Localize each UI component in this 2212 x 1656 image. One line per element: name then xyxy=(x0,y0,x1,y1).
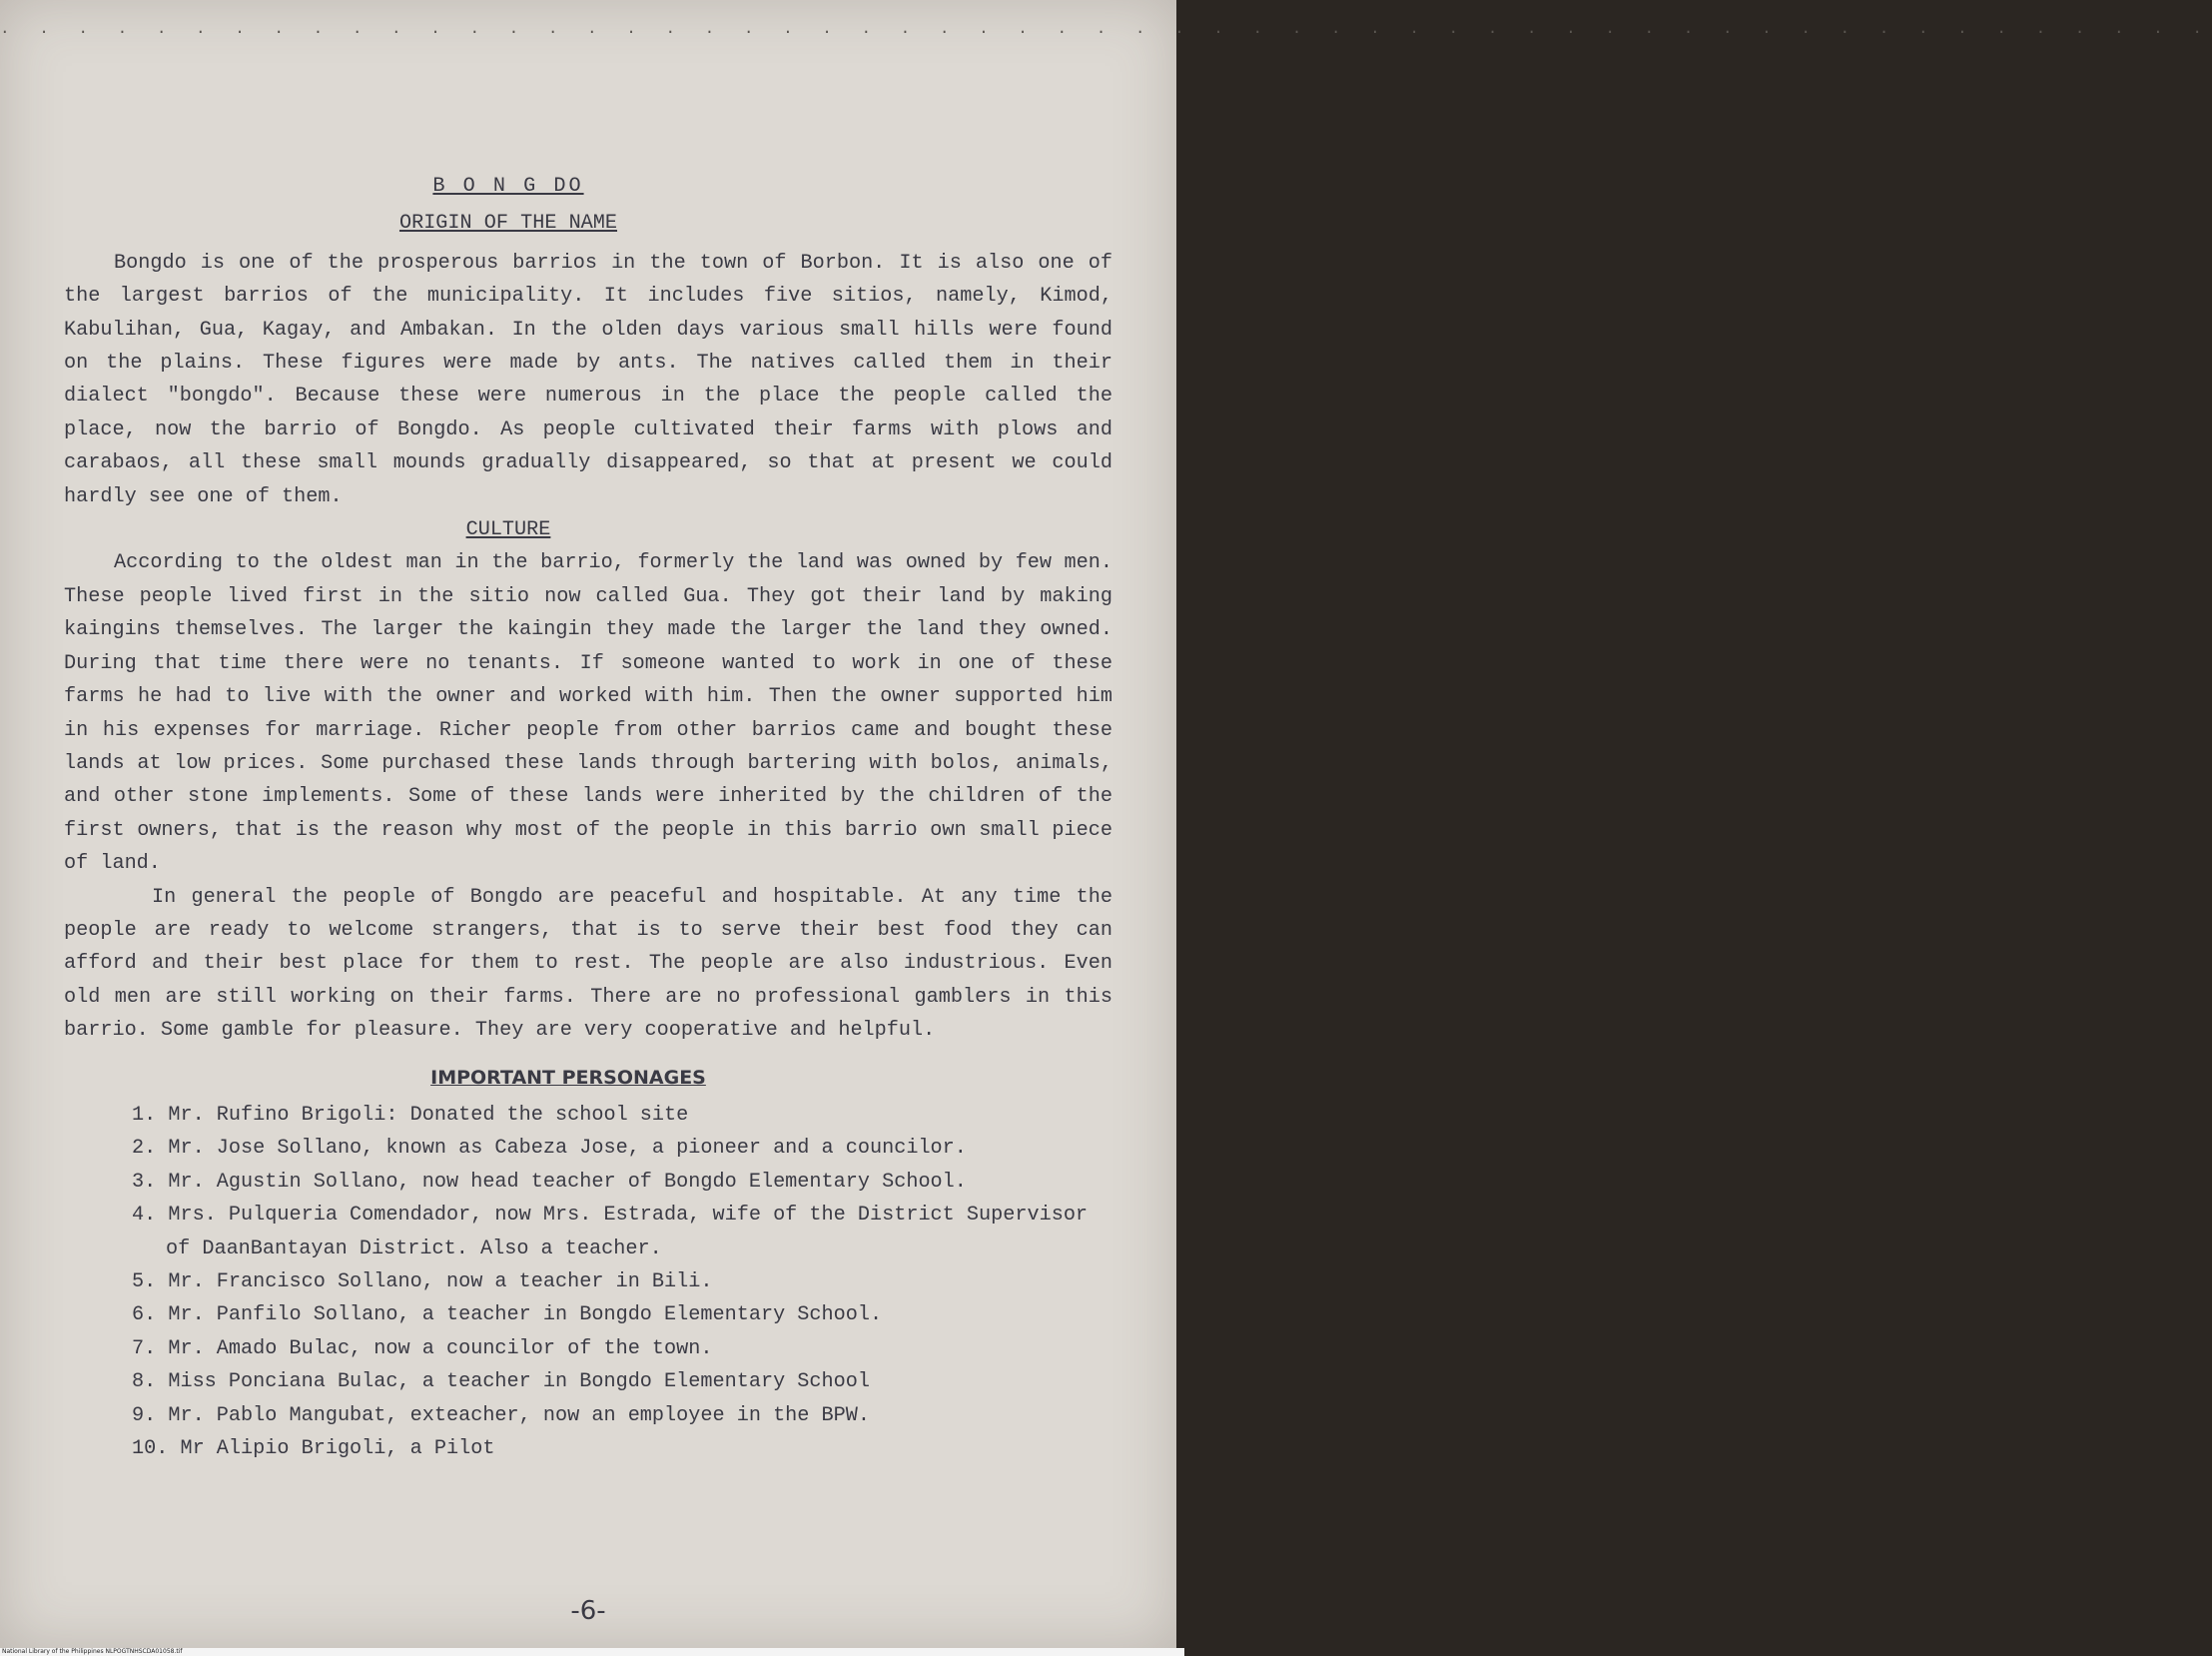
page-number: -6- xyxy=(570,1596,606,1626)
origin-heading: ORIGIN OF THE NAME xyxy=(398,212,618,236)
list-item: 5. Mr. Francisco Sollano, now a teacher in Bili. xyxy=(132,1270,713,1293)
document-body xyxy=(64,150,1112,1465)
list-item: 6. Mr. Panfilo Sollano, a teacher in Bongdo Elementary School. xyxy=(132,1303,883,1327)
list-item: 3. Mr. Agustin Sollano, now head teacher of Bongdo Elementary School. xyxy=(132,1170,967,1194)
list-item: 9. Mr. Pablo Mangubat, exteacher, now an employee in the BPW. xyxy=(132,1403,870,1427)
list-item: 1. Mr. Rufino Brigoli: Donated the school site xyxy=(132,1103,689,1127)
list-item: 10. Mr Alipio Brigoli, a Pilot xyxy=(132,1437,495,1461)
list-item: 8. Miss Ponciana Bulac, a teacher in Bongdo Elementary School xyxy=(132,1370,870,1394)
list-item: 2. Mr. Jose Sollano, known as Cabeza Jose, a pioneer and a councilor. xyxy=(132,1137,967,1161)
scan-footer: National Library of the Philippines NLPOGTNHSCDA01058.tif xyxy=(0,1648,1184,1656)
list-item: 7. Mr. Amado Bulac, now a councilor of the town. xyxy=(132,1336,713,1360)
culture-heading: CULTURE xyxy=(465,518,551,542)
personages-heading: IMPORTANT PERSONAGES xyxy=(430,1066,706,1089)
personages-list xyxy=(64,1099,1112,1465)
culture-paragraph-1: According to the oldest man in the barrio, formerly the land was owned by few men. These people lived first in the sitio now called Gua. They got their land by making kaingins themselves. The larger the kaingin they made the larger the land they owned. During that time there were no tenants. If someone wanted to work in one of these farms he had to live with the owner and worked with him. Then the owner supported him in his expenses for marriage. Richer people from other barrios came and bought these lands at low prices. Some purchased these lands through bartering with bolos, animals, and other stone implements. Some of these lands were inherited by the children of the first owners, that is the reason why most of the people in this barrio own small piece of land. xyxy=(64,551,1112,876)
origin-paragraph: Bongdo is one of the prosperous barrios in the town of Borbon. It is also one of the largest barrios of the municipality. It includes five sitios, namely, Kimod, Kabulihan, Gua, Kagay, and Ambakan. In the olden days various small hills were found on the plains. These figures were made by ants. The natives called them in their dialect "bongdo". Because these were numerous in the place the people called the place, now the barrio of Bongdo. As people cultivated their farms with plows and carabaos, all these small mounds gradually disappeared, so that at present we could hardly see one of them. xyxy=(64,251,1112,508)
culture-paragraph-2: In general the people of Bongdo are peaceful and hospitable. At any time the people are ready to welcome strangers, that is to serve their best food they can afford and their best place for them to rest. The people are also industrious. Even old men are still working on their farms. There are no professional gamblers in this barrio. Some gamble for pleasure. They are very cooperative and helpful. xyxy=(64,885,1112,1043)
list-item: 4. Mrs. Pulqueria Comendador, now Mrs. Estrada, wife of the District Supervisor of DaanBantayan District. Also a teacher. xyxy=(132,1204,1089,1260)
title: B O N G DO xyxy=(432,175,584,198)
perforation-edge: . . . . . . . . . . . . . . . . . . . . . . . . . . . . . . . . . . . . . . . . . . . . . . . . . . . . . . . . . xyxy=(0,20,2212,38)
